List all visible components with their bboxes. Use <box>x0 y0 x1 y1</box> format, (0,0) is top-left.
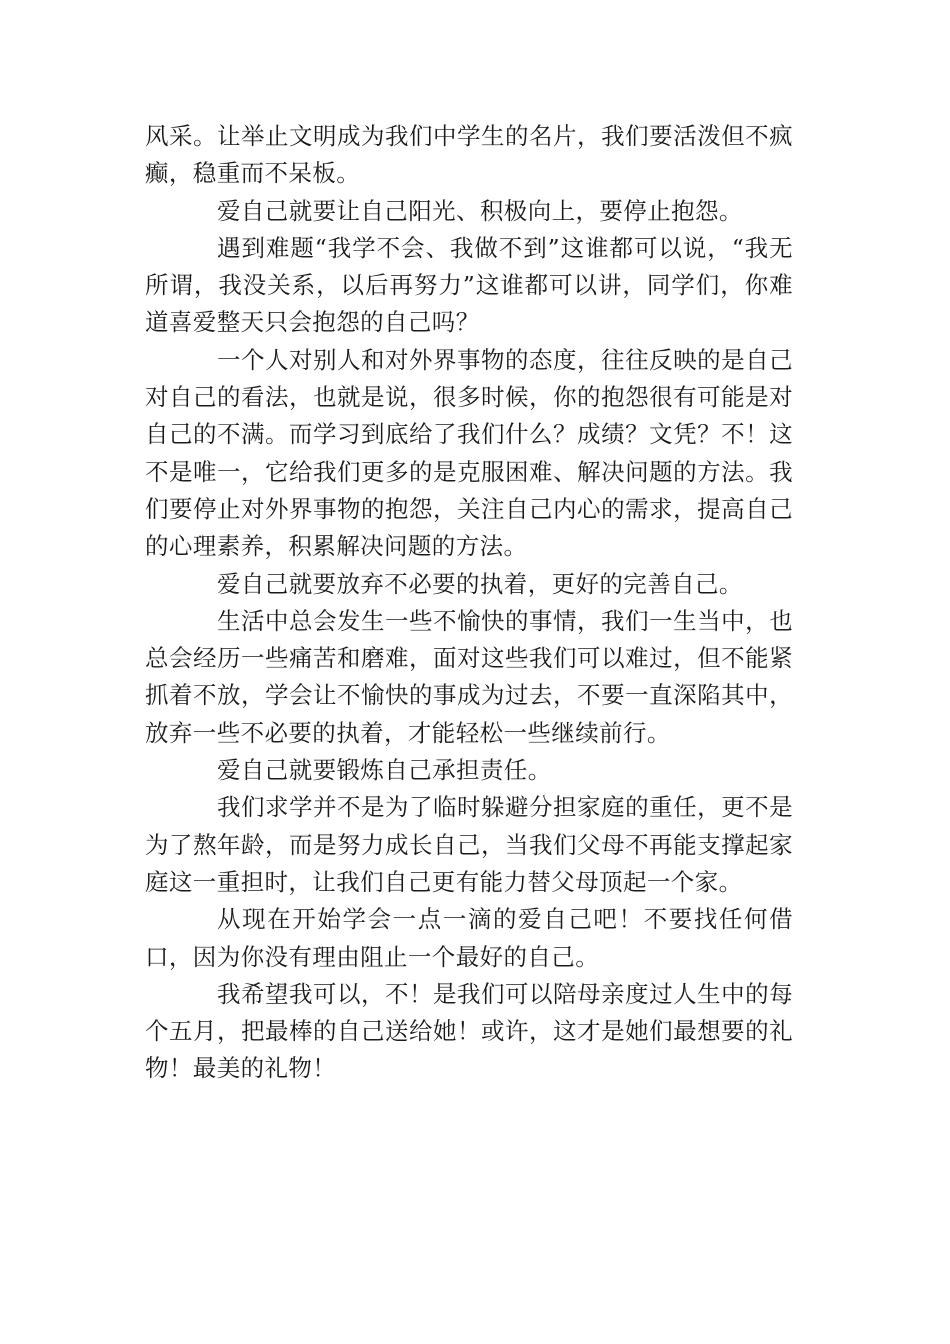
paragraph-3: 遇到难题“我学不会、我做不到”这谁都可以说，“我无所谓，我没关系，以后再努力”这谁都可以讲，同学们，你难道喜爱整天只会抱怨的自己吗？ <box>145 233 793 337</box>
paragraph-10: 我希望我可以，不！是我们可以陪母亲度过人生中的每个五月，把最棒的自己送给她！或许，这才是她们最想要的礼物！最美的礼物！ <box>145 979 793 1083</box>
paragraph-6: 生活中总会发生一些不愉快的事情，我们一生当中，也总会经历一些痛苦和磨难，面对这些我们可以难过，但不能紧抓着不放，学会让不愉快的事成为过去，不要一直深陷其中，放弃一些不必要的执着，才能轻松一些继续前行。 <box>145 606 793 747</box>
paragraph-2: 爱自己就要让自己阳光、积极向上，要停止抱怨。 <box>217 196 743 225</box>
paragraph-1: 风采。让举止文明成为我们中学生的名片，我们要活泼但不疯癫，稳重而不呆板。 <box>145 122 793 188</box>
paragraph-9: 从现在开始学会一点一滴的爱自己吧！不要找任何借口，因为你没有理由阻止一个最好的自己。 <box>145 905 793 971</box>
paragraph-5: 爱自己就要放弃不必要的执着，更好的完善自己。 <box>217 569 743 598</box>
paragraph-4: 一个人对别人和对外界事物的态度，往往反映的是自己对自己的看法，也就是说，很多时候，你的抱怨很有可能是对自己的不满。而学习到底给了我们什么？成绩？文凭？不！这不是唯一，它给我们更多的是克服困难、解决问题的方法。我们要停止对外界事物的抱怨，关注自己内心的需求，提高自己的心理素养，积累解决问题的方法。 <box>145 345 793 561</box>
paragraph-8: 我们求学并不是为了临时躲避分担家庭的重任，更不是为了熬年龄，而是努力成长自己，当我们父母不再能支撑起家庭这一重担时，让我们自己更有能力替父母顶起一个家。 <box>145 793 793 896</box>
document-body <box>145 118 793 1088</box>
paragraph-7: 爱自己就要锻炼自己承担责任。 <box>217 756 552 785</box>
